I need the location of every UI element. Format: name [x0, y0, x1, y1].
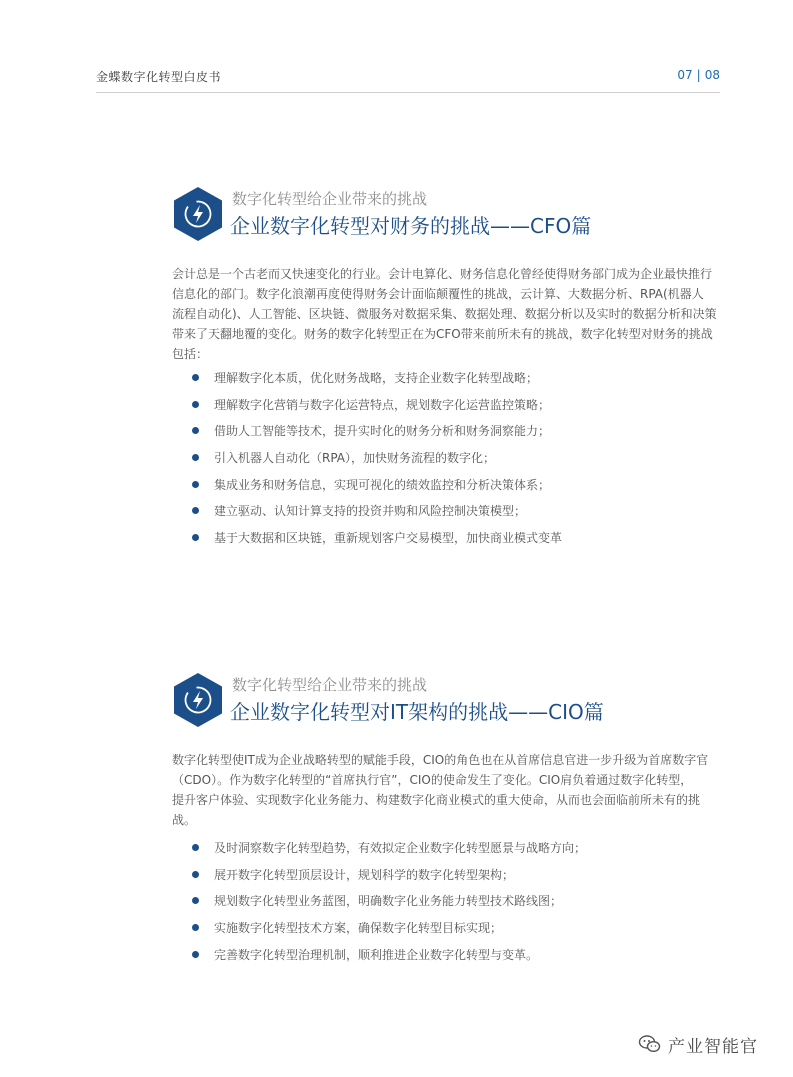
paragraph-line: （CDO）。作为数字化转型的“首席执行官”，CIO的使命发生了变化。CIO肩负着通过数字化转型，: [172, 773, 693, 787]
bullet-dot-icon: [192, 871, 199, 878]
list-item-text: 基于大数据和区块链，重新规划客户交易模型，加快商业模式变革: [214, 531, 563, 546]
section-title: 企业数字化转型对财务的挑战——CFO篇: [230, 214, 592, 238]
list-item-text: 理解数字化营销与数字化运营特点，规划数字化运营监控策略；: [214, 397, 551, 412]
list-item: [192, 947, 586, 974]
page-number-right: 08: [704, 68, 720, 82]
list-item-text: 及时洞察数字化转型趋势，有效拟定企业数字化转型愿景与战略方向；: [214, 841, 587, 855]
list-item-text: 实施数字化转型技术方案，确保数字化转型目标实现；: [214, 921, 503, 936]
page-header: [96, 68, 720, 92]
paragraph-line: 提升客户体验、实现数字化业务能力、构建数字化商业模式的重大使命，从而也会面临前所未有的挑: [172, 793, 701, 807]
bullet-dot-icon: [192, 374, 199, 381]
wechat-icon: [638, 1032, 662, 1056]
paragraph-line: 包括：: [172, 347, 209, 361]
list-item: [192, 477, 562, 504]
list-item: [192, 530, 562, 557]
bullet-dot-icon: [192, 924, 199, 931]
list-item-text: 建立驱动、认知计算支持的投资并购和风险控制决策模型；: [214, 504, 527, 519]
section-cfo-paragraph: [172, 264, 724, 364]
list-item-text: 展开数字化转型顶层设计，规划科学的数字化转型架构；: [214, 867, 515, 882]
section-title: 企业数字化转型对IT架构的挑战——CIO篇: [230, 700, 604, 724]
paragraph-line: 流程自动化)、人工智能、区块链、微服务对数据采集、数据处理、数据分析以及实时的数据分析和决策: [172, 307, 717, 321]
page-number-separator: |: [696, 68, 701, 82]
list-item: [192, 867, 586, 894]
list-item: [192, 503, 562, 530]
paragraph-line: 带来了天翻地覆的变化。财务的数字化转型正在为CFO带来前所未有的挑战，数字化转型对财务的挑战: [172, 327, 713, 341]
list-item: [192, 840, 586, 867]
list-item-text: 理解数字化本质，优化财务战略，支持企业数字化转型战略；: [214, 371, 539, 385]
bullet-dot-icon: [192, 454, 199, 461]
header-divider: [96, 92, 720, 93]
bullet-dot-icon: [192, 897, 199, 904]
section-subtitle: 数字化转型给企业带来的挑战: [232, 190, 428, 208]
section-subtitle: 数字化转型给企业带来的挑战: [232, 676, 428, 694]
list-item: [192, 450, 562, 477]
bullet-dot-icon: [192, 951, 199, 958]
list-item-text: 完善数字化转型治理机制，顺利推进企业数字化转型与变革。: [214, 947, 539, 962]
bullet-dot-icon: [192, 507, 199, 514]
paragraph-line: 数字化转型使IT成为企业战略转型的赋能手段，CIO的角色也在从首席信息官进一步升级为首席数字官: [172, 753, 709, 767]
bullet-dot-icon: [192, 844, 199, 851]
document-title: 金蝶数字化转型白皮书: [96, 70, 222, 84]
list-item: [192, 370, 562, 397]
list-item: [192, 920, 586, 947]
bullet-dot-icon: [192, 427, 199, 434]
section-cio-paragraph: [172, 750, 724, 830]
bullet-dot-icon: [192, 401, 199, 408]
list-item-text: 借助人工智能等技术，提升实时化的财务分析和财务洞察能力；: [214, 424, 551, 439]
list-item: [192, 397, 562, 424]
watermark: [638, 1030, 758, 1058]
paragraph-line: 战。: [172, 813, 197, 827]
bullet-dot-icon: [192, 481, 199, 488]
lightning-hexagon-icon: [172, 186, 224, 242]
paragraph-line: 信息化的部门。数字化浪潮再度使得财务会计面临颠覆性的挑战，云计算、大数据分析、RPA(机器人: [172, 287, 704, 301]
list-item: [192, 893, 586, 920]
page-numbers: [677, 68, 720, 82]
section-cio-bullet-list: [192, 840, 586, 973]
list-item-text: 规划数字化转型业务蓝图，明确数字化业务能力转型技术路线图；: [214, 894, 563, 909]
list-item: [192, 423, 562, 450]
watermark-text: 产业智能官: [668, 1036, 758, 1057]
section-cfo-bullet-list: [192, 370, 562, 557]
lightning-hexagon-icon: [172, 672, 224, 728]
page-number-left: 07: [677, 68, 693, 82]
paragraph-line: 会计总是一个古老而又快速变化的行业。会计电算化、财务信息化曾经使得财务部门成为企业最快推行: [172, 267, 713, 281]
bullet-dot-icon: [192, 534, 199, 541]
list-item-text: 集成业务和财务信息，实现可视化的绩效监控和分析决策体系；: [214, 477, 551, 492]
list-item-text: 引入机器人自动化（RPA），加快财务流程的数字化；: [214, 451, 496, 466]
